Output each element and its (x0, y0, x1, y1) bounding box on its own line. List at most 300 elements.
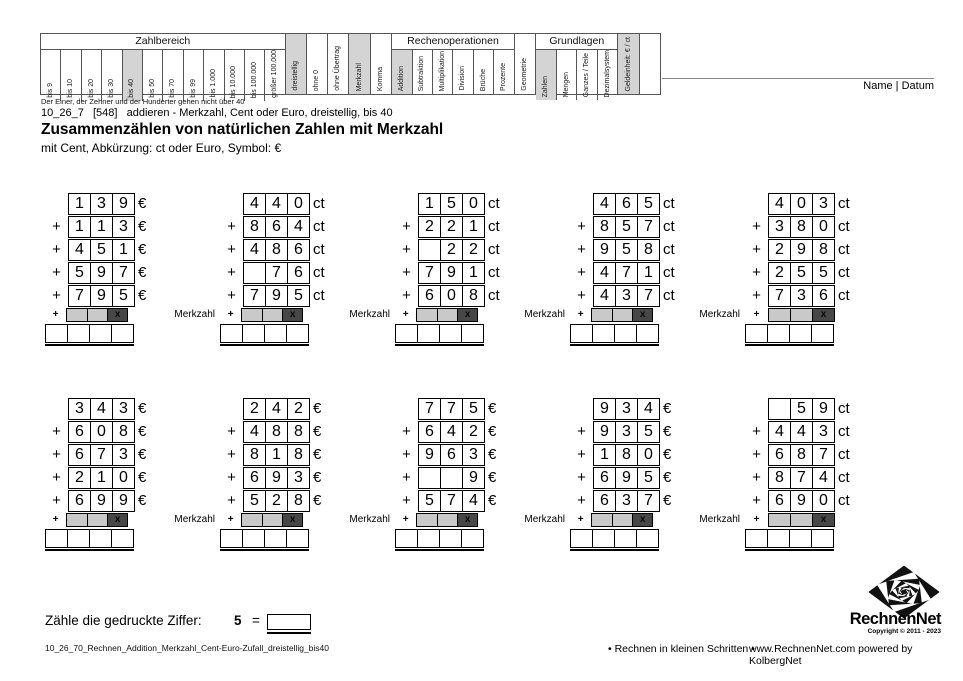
unit-label: € (663, 400, 672, 417)
unit-label: € (138, 241, 147, 258)
merkzahl-x-cell: x (107, 513, 128, 527)
digit-cell: 3 (615, 490, 638, 512)
digit-cell: 6 (265, 216, 288, 238)
plus-sign: + (402, 241, 411, 258)
count-answer-box (267, 614, 311, 630)
result-cell (461, 529, 484, 548)
plus-sign: + (752, 469, 761, 486)
digit-cell: 5 (90, 239, 113, 261)
result-underline (220, 549, 309, 551)
digit-cell: 8 (790, 216, 813, 238)
matrix-column-label: Addition (397, 65, 405, 91)
addend-row (395, 421, 565, 443)
result-underline (745, 344, 834, 346)
copyright-text: Copyright © 2011 - 2023 (867, 628, 941, 635)
merkzahl-cell (87, 513, 108, 527)
plus-sign: + (52, 423, 61, 440)
addend-row (395, 216, 565, 238)
result-underline (395, 344, 484, 346)
matrix-column (412, 50, 432, 94)
digit-cell: 8 (593, 216, 616, 238)
merkzahl-cell (612, 308, 633, 322)
merkzahl-label: Merkzahl (699, 309, 740, 320)
matrix-column-label: bis 20 (87, 79, 95, 98)
unit-label: ct (488, 241, 500, 258)
plus-sign: + (577, 287, 586, 304)
merkzahl-row (570, 308, 740, 322)
plus-sign: + (752, 287, 761, 304)
digit-cell: 3 (287, 467, 310, 489)
merkzahl-cell (612, 513, 633, 527)
result-row (395, 324, 565, 343)
merkzahl-plus-sign: + (753, 309, 760, 320)
problems-row-2 (40, 398, 915, 551)
matrix-column (639, 34, 660, 94)
merkzahl-plus-sign: + (577, 514, 584, 525)
plus-sign: + (52, 287, 61, 304)
result-cell (242, 324, 265, 343)
merkzahl-label: Merkzahl (524, 309, 565, 320)
addend-row (395, 398, 565, 420)
digit-cell: 7 (637, 285, 660, 307)
merkzahl-plus-sign: + (402, 309, 409, 320)
digit-cell: 6 (768, 490, 791, 512)
digit-cell: 4 (243, 193, 266, 215)
unit-label: ct (488, 264, 500, 281)
unit-label: € (138, 423, 147, 440)
addend-row (45, 444, 215, 466)
digit-cell: 1 (593, 444, 616, 466)
addend-row (570, 285, 740, 307)
digit-cell: 5 (440, 193, 463, 215)
merkzahl-cell (768, 513, 791, 527)
result-cell (264, 529, 287, 548)
matrix-group-label: Zahlbereich (41, 34, 285, 50)
addition-problem (740, 193, 915, 346)
addend-row (395, 490, 565, 512)
matrix-column-label: bis 1.000 (209, 69, 217, 98)
digit-cell: 3 (112, 444, 135, 466)
result-cell (264, 324, 287, 343)
digit-cell: 6 (287, 239, 310, 261)
digit-cell: 4 (593, 193, 616, 215)
addend-row (220, 490, 390, 512)
merkzahl-x-cell: x (457, 308, 478, 322)
digit-cell: 3 (112, 216, 135, 238)
unit-label: ct (313, 195, 325, 212)
matrix-column (452, 50, 472, 94)
merkzahl-row (745, 308, 915, 322)
digit-cell: 0 (812, 216, 835, 238)
digit-cell: 6 (593, 467, 616, 489)
merkzahl-plus-sign: + (52, 309, 59, 320)
addend-row (220, 467, 390, 489)
plus-sign: + (577, 241, 586, 258)
unit-label: € (138, 287, 147, 304)
digit-cell: 1 (462, 262, 485, 284)
matrix-group (535, 34, 617, 98)
unit-label: ct (663, 264, 675, 281)
digit-cell: 9 (593, 239, 616, 261)
footer-slogan: • Rechnen in kleinen Schritten • (608, 643, 755, 655)
merkzahl-x-cell: x (812, 513, 835, 527)
merkzahl-cell (87, 308, 108, 322)
unit-label: € (138, 195, 147, 212)
merkzahl-label: Merkzahl (174, 514, 215, 525)
matrix-column-label: dreistellig (291, 61, 299, 91)
matrix-column-label: bis 50 (148, 79, 156, 98)
unit-label: € (138, 218, 147, 235)
result-cell (395, 324, 418, 343)
addend-row (745, 398, 915, 420)
addend-row (395, 444, 565, 466)
matrix-column (432, 50, 452, 94)
result-cell (45, 529, 68, 548)
addend-row (220, 216, 390, 238)
plus-sign: + (52, 469, 61, 486)
digit-cell: 9 (790, 490, 813, 512)
merkzahl-plus-sign: + (227, 514, 234, 525)
result-cell (789, 324, 812, 343)
digit-cell: 2 (243, 398, 266, 420)
digit-cell: 9 (812, 398, 835, 420)
digit-cell: 6 (440, 444, 463, 466)
merkzahl-cell (241, 513, 262, 527)
unit-label: € (138, 446, 147, 463)
result-cell (767, 324, 790, 343)
result-row (745, 529, 915, 548)
digit-cell: 0 (790, 193, 813, 215)
digit-cell: 8 (812, 239, 835, 261)
plus-sign (570, 193, 593, 215)
matrix-column-label: Geldeinheit: € / ct (624, 36, 632, 91)
digit-cell: 2 (440, 216, 463, 238)
digit-cell: 1 (418, 193, 441, 215)
addend-row (745, 467, 915, 489)
merkzahl-cell (591, 513, 612, 527)
merkzahl-cell (790, 513, 813, 527)
matrix-column-label: ohne 0 (313, 69, 321, 91)
unit-label: € (488, 446, 497, 463)
digit-cell: 7 (265, 262, 288, 284)
unit-label: ct (488, 287, 500, 304)
brand-name: RechnenNet (849, 610, 941, 628)
result-cell (220, 324, 243, 343)
name-date-rule (662, 78, 934, 79)
digit-cell: 5 (615, 239, 638, 261)
digit-cell: 4 (593, 285, 616, 307)
topic-matrix (40, 33, 661, 98)
digit-cell: 9 (90, 285, 113, 307)
result-underline (570, 549, 659, 551)
digit-cell: 5 (287, 285, 310, 307)
unit-label: ct (663, 287, 675, 304)
matrix-column-label: Brüche (479, 68, 487, 91)
result-row (220, 324, 390, 343)
digit-cell: 0 (637, 444, 660, 466)
digit-cell: 6 (68, 490, 91, 512)
digit-cell: 8 (287, 421, 310, 443)
matrix-column (183, 50, 203, 101)
plus-sign: + (227, 287, 236, 304)
result-cell (111, 324, 134, 343)
digit-cell: 9 (462, 467, 485, 489)
digit-cell: 3 (112, 398, 135, 420)
digit-cell: 3 (462, 444, 485, 466)
result-cell (89, 324, 112, 343)
matrix-group-label: Grundlagen (536, 34, 617, 50)
digit-cell: 2 (287, 398, 310, 420)
plus-sign: + (577, 469, 586, 486)
digit-cell: 6 (593, 490, 616, 512)
matrix-column-label: bis 40 (128, 79, 136, 98)
matrix-column (122, 50, 142, 101)
unit-label: ct (838, 469, 850, 486)
unit-label: € (663, 446, 672, 463)
digit-cell: 8 (112, 421, 135, 443)
digit-cell: 5 (243, 490, 266, 512)
digit-cell (418, 239, 441, 261)
plus-sign: + (52, 241, 61, 258)
plus-sign: + (402, 287, 411, 304)
digit-cell: 8 (243, 444, 266, 466)
digit-cell: 0 (440, 285, 463, 307)
merkzahl-plus-sign: + (227, 309, 234, 320)
digit-cell: 4 (790, 421, 813, 443)
addend-row (570, 398, 740, 420)
digit-cell: 8 (462, 285, 485, 307)
digit-cell: 9 (112, 490, 135, 512)
digit-cell: 8 (287, 490, 310, 512)
digit-cell: 7 (440, 398, 463, 420)
result-cell (286, 324, 309, 343)
result-cell (439, 324, 462, 343)
addition-problem (40, 398, 215, 551)
merkzahl-row (220, 513, 390, 527)
unit-label: ct (838, 400, 850, 417)
addend-row (745, 285, 915, 307)
addend-row (45, 285, 215, 307)
digit-cell: 6 (68, 444, 91, 466)
digit-cell: 9 (112, 193, 135, 215)
matrix-column-label: Merkzahl (355, 62, 363, 91)
unit-label: ct (663, 195, 675, 212)
merkzahl-row (45, 513, 215, 527)
addend-row (395, 285, 565, 307)
matrix-column-label: bis 70 (169, 79, 177, 98)
result-cell (45, 324, 68, 343)
digit-cell: 5 (812, 262, 835, 284)
digit-cell: 3 (812, 193, 835, 215)
merkzahl-cell (262, 513, 283, 527)
result-cell (636, 324, 659, 343)
digit-cell: 5 (790, 262, 813, 284)
addend-row (395, 239, 565, 261)
merkzahl-label: Merkzahl (349, 514, 390, 525)
addend-row (395, 262, 565, 284)
matrix-column (224, 50, 244, 101)
matrix-column-label: bis 30 (108, 79, 116, 98)
plus-sign: + (577, 446, 586, 463)
result-cell (789, 529, 812, 548)
plus-sign (745, 193, 768, 215)
hint-note: Der Einer, der Zehner und der Hunderter gehen nicht über 40 (41, 97, 245, 106)
addend-row (570, 490, 740, 512)
merkzahl-x-cell: x (282, 513, 303, 527)
matrix-group-columns (392, 50, 514, 94)
result-row (570, 324, 740, 343)
digit-cell: 4 (265, 398, 288, 420)
addend-row (220, 262, 390, 284)
matrix-column (536, 50, 556, 100)
digit-cell: 0 (462, 193, 485, 215)
matrix-column (41, 50, 60, 101)
digit-cell: 2 (462, 239, 485, 261)
matrix-column (264, 50, 284, 101)
digit-cell: 1 (90, 216, 113, 238)
result-underline (220, 344, 309, 346)
merkzahl-cell (416, 308, 437, 322)
digit-cell: 5 (637, 467, 660, 489)
plus-sign: + (402, 264, 411, 281)
merkzahl-x-cell: x (632, 513, 653, 527)
result-cell (745, 529, 768, 548)
digit-cell: 1 (462, 216, 485, 238)
result-cell (395, 529, 418, 548)
merkzahl-plus-sign: + (52, 514, 59, 525)
digit-cell: 3 (615, 421, 638, 443)
digit-cell: 1 (637, 262, 660, 284)
addend-row (745, 444, 915, 466)
digit-cell: 3 (790, 285, 813, 307)
unit-label: € (488, 469, 497, 486)
digit-cell: 2 (768, 239, 791, 261)
digit-cell: 4 (265, 193, 288, 215)
unit-label: ct (838, 423, 850, 440)
result-cell (286, 529, 309, 548)
result-cell (745, 324, 768, 343)
unit-label: ct (838, 492, 850, 509)
matrix-group-columns (41, 50, 285, 101)
digit-cell: 8 (243, 216, 266, 238)
digit-cell: 9 (440, 262, 463, 284)
matrix-column-label: bis 100.000 (250, 61, 258, 98)
digit-cell: 7 (243, 285, 266, 307)
matrix-column (142, 50, 162, 101)
digit-cell: 0 (112, 467, 135, 489)
digit-cell: 4 (768, 421, 791, 443)
addend-row (45, 239, 215, 261)
merkzahl-plus-sign: + (402, 514, 409, 525)
matrix-column (370, 34, 391, 94)
digit-cell: 9 (265, 467, 288, 489)
result-underline (395, 549, 484, 551)
unit-label: ct (663, 241, 675, 258)
digit-cell: 7 (812, 444, 835, 466)
digit-cell (440, 467, 463, 489)
matrix-column (285, 34, 306, 94)
matrix-column-label: Division (459, 66, 467, 91)
unit-label: € (663, 469, 672, 486)
digit-cell: 8 (615, 444, 638, 466)
digit-cell: 8 (637, 239, 660, 261)
digit-cell: 0 (287, 193, 310, 215)
result-cell (89, 529, 112, 548)
digit-cell: 5 (112, 285, 135, 307)
plus-sign: + (752, 446, 761, 463)
result-underline (45, 549, 134, 551)
digit-cell: 7 (790, 467, 813, 489)
addend-row (220, 285, 390, 307)
matrix-column (327, 34, 348, 94)
result-cell (811, 529, 834, 548)
digit-cell: 7 (440, 490, 463, 512)
plus-sign (395, 398, 418, 420)
digit-cell: 8 (768, 467, 791, 489)
plus-sign: + (402, 469, 411, 486)
digit-cell (768, 398, 791, 420)
matrix-column (617, 34, 638, 94)
plus-sign: + (227, 446, 236, 463)
merkzahl-cell (768, 308, 791, 322)
matrix-column (392, 50, 411, 94)
merkzahl-label: Merkzahl (174, 309, 215, 320)
unit-label: € (488, 423, 497, 440)
result-row (45, 324, 215, 343)
digit-cell: 0 (90, 421, 113, 443)
unit-label: € (313, 400, 322, 417)
merkzahl-cell (437, 513, 458, 527)
addend-row (570, 193, 740, 215)
unit-label: ct (838, 241, 850, 258)
unit-label: ct (313, 218, 325, 235)
digit-cell: 6 (68, 421, 91, 443)
matrix-column-label: ohne Übertrag (334, 46, 342, 91)
merkzahl-label: Merkzahl (524, 514, 565, 525)
digit-cell: 4 (593, 262, 616, 284)
result-cell (417, 529, 440, 548)
addition-problem (740, 398, 915, 551)
digit-cell: 7 (68, 285, 91, 307)
page-title: Zusammenzählen von natürlichen Zahlen mit Merkzahl (41, 121, 444, 138)
digit-cell: 6 (418, 285, 441, 307)
unit-label: ct (313, 241, 325, 258)
merkzahl-label: Merkzahl (699, 514, 740, 525)
addend-row (220, 421, 390, 443)
matrix-column (576, 50, 597, 100)
matrix-column-label: Subtraktion (418, 55, 426, 91)
merkzahl-row (745, 513, 915, 527)
result-cell (614, 324, 637, 343)
addition-problem (390, 398, 565, 551)
addend-row (570, 421, 740, 443)
matrix-column (60, 50, 80, 101)
result-cell (570, 529, 593, 548)
digit-cell: 2 (68, 467, 91, 489)
addend-row (745, 490, 915, 512)
result-row (220, 529, 390, 548)
digit-cell: 6 (243, 467, 266, 489)
unit-label: ct (488, 218, 500, 235)
unit-label: € (488, 400, 497, 417)
count-task-label: Zähle die gedruckte Ziffer: (45, 613, 202, 628)
digit-cell: 9 (265, 285, 288, 307)
digit-cell: 4 (440, 421, 463, 443)
merkzahl-plus-sign: + (753, 514, 760, 525)
digit-cell: 1 (68, 216, 91, 238)
matrix-column-label: bis 10 (67, 79, 75, 98)
unit-label: € (663, 492, 672, 509)
